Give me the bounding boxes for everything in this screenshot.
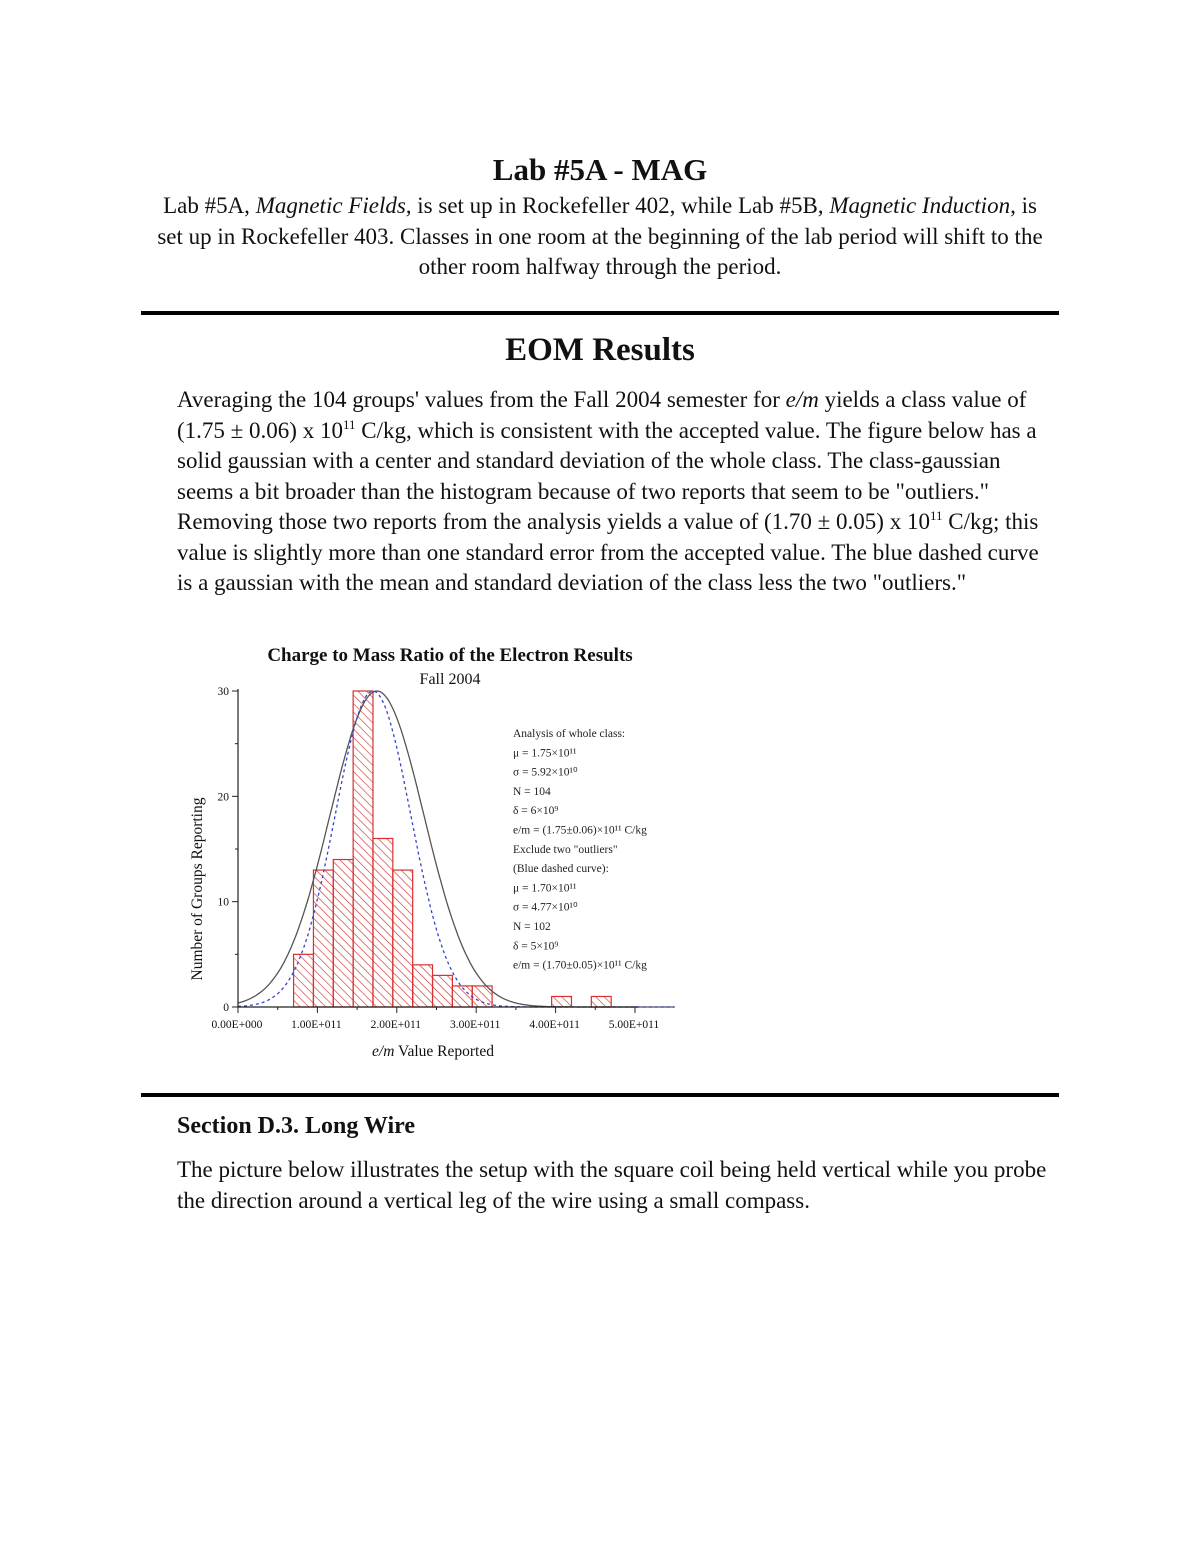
stats-annotation-line: e/m = (1.70±0.05)×10¹¹ C/kg (513, 959, 647, 972)
eom-results-paragraph (177, 385, 1057, 599)
exponent: 11 (342, 416, 356, 432)
stats-annotation-line: e/m = (1.75±0.06)×10¹¹ C/kg (513, 824, 647, 837)
y-tick-label: 0 (223, 1002, 229, 1014)
section-heading: Section D.3. Long Wire (177, 1113, 416, 1139)
eom-text: C/kg; this value is slightly more than one standard error from the accepted value. The blue dashed curve is a gaussian with the mean and standard deviation of the class less the two "outliers." (177, 509, 1039, 595)
stats-annotation-line: σ = 4.77×10¹⁰ (513, 901, 578, 914)
stats-annotation-line: N = 102 (513, 921, 551, 933)
y-tick-label: 30 (217, 686, 229, 698)
histogram-bar (452, 986, 472, 1007)
stats-annotation-line: δ = 5×10⁹ (513, 940, 559, 953)
histogram-bar (333, 860, 353, 1007)
stats-annotation-line: μ = 1.70×10¹¹ (513, 882, 577, 895)
x-tick-label: 2.00E+011 (370, 1019, 422, 1031)
histogram-bar (294, 954, 314, 1007)
stats-annotation-line: σ = 5.92×10¹⁰ (513, 766, 578, 779)
stats-annotation-line: μ = 1.75×10¹¹ (513, 747, 577, 760)
em-histogram-chart (175, 636, 695, 1066)
x-axis-label (372, 1043, 494, 1060)
chart-title: Charge to Mass Ratio of the Electron Results (267, 645, 633, 666)
histogram-bar (433, 975, 453, 1007)
eom-results-title: EOM Results (505, 332, 695, 368)
stats-annotation-line: δ = 6×10⁹ (513, 805, 559, 818)
y-axis-label: Number of Groups Reporting (189, 797, 206, 981)
histogram-bar (591, 996, 611, 1007)
stats-annotation-line: Exclude two "outliers" (513, 843, 618, 856)
histogram-bar (413, 965, 433, 1007)
y-tick-label: 10 (217, 896, 229, 909)
eom-text: Averaging the 104 groups' values from the Fall 2004 semester for (177, 387, 786, 412)
intro-lab-name-5b: Magnetic Induction, (829, 193, 1016, 218)
x-tick-label: 0.00E+000 (211, 1019, 263, 1031)
histogram-bar (393, 870, 413, 1007)
intro-lab-name-5a: Magnetic Fields, (255, 193, 412, 218)
section-divider (141, 1093, 1059, 1097)
histogram-bar (552, 996, 572, 1007)
exponent: 11 (929, 508, 943, 523)
eom-text: C/kg, which is consistent with the accepted value. The figure below has a solid gaussian with a center and standard deviation of the whole class. The class-gaussian seems a bit broader than the histogram because of two reports that seem to be "outliers." Removing those two reports from the analysis yields a value of (1.70 ± 0.05) x 10 (177, 417, 1037, 534)
x-tick-label: 4.00E+011 (529, 1019, 580, 1031)
intro-text: is set up in Rockefeller 403. Classes in one room at the beginning of the lab period will shift to the other room halfway through the period. (157, 193, 1043, 279)
histogram-bar (353, 691, 373, 1007)
intro-text: Lab #5A, (163, 193, 256, 218)
y-tick-label: 20 (217, 791, 229, 804)
x-tick-label: 1.00E+011 (291, 1019, 342, 1031)
lab-title: Lab #5A - MAG (492, 152, 708, 187)
eom-text: yields a class value of (1.75 ± 0.06) x 10 (177, 387, 1027, 443)
histogram-bar (373, 838, 393, 1007)
chart-subtitle: Fall 2004 (419, 671, 481, 688)
histogram-bar (313, 870, 333, 1007)
stats-annotation-line: N = 104 (513, 785, 551, 798)
x-tick-label: 3.00E+011 (449, 1019, 501, 1031)
x-tick-label: 5.00E+011 (608, 1019, 660, 1031)
intro-text: is set up in Rockefeller 402, while Lab #5B, (411, 193, 830, 218)
section-paragraph: The picture below illustrates the setup with the square coil being held vertical while you probe the direction around a vertical leg of the wire using a small compass. (177, 1157, 1047, 1213)
em-symbol: e/m (785, 387, 819, 412)
stats-annotation (513, 728, 647, 972)
stats-annotation-line: Analysis of whole class: (513, 728, 626, 740)
x-axis-label-em: e/m (372, 1043, 395, 1060)
stats-annotation-line: (Blue dashed curve): (513, 863, 609, 876)
section-divider (141, 311, 1059, 315)
lab-intro-paragraph (150, 191, 1050, 283)
x-axis-label-rest: Value Reported (394, 1043, 494, 1060)
